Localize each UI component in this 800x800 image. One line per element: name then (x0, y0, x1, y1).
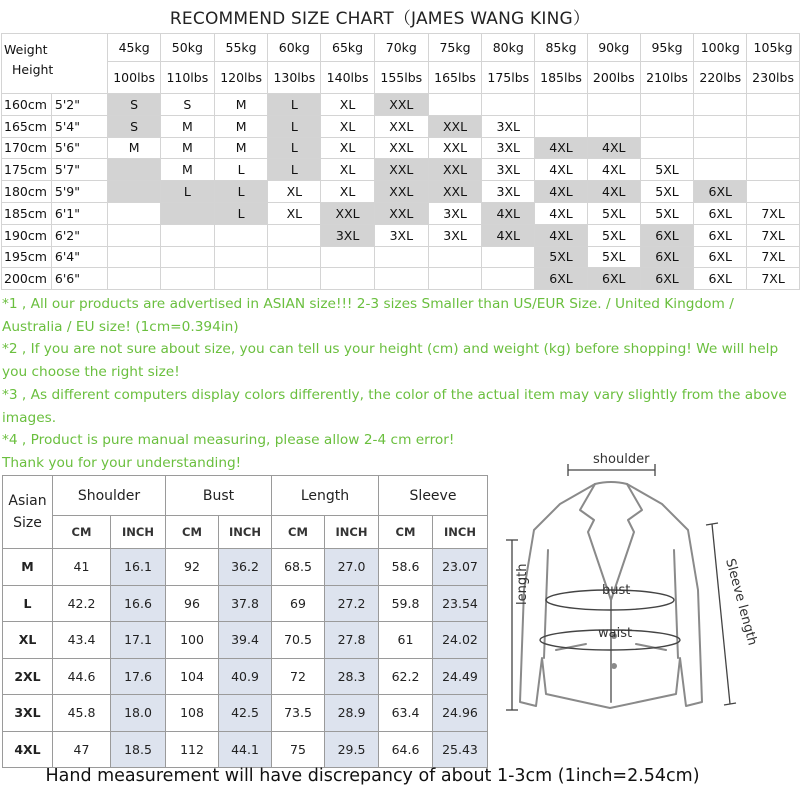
size-cell: 7XL (747, 202, 800, 224)
length-label: length (515, 563, 530, 605)
weight-kg-header: 50kg (160, 34, 214, 62)
size-cell: 4XL (587, 137, 640, 159)
shoulder-header: Shoulder (53, 476, 166, 516)
weight-lbs-header: 120lbs (214, 62, 268, 94)
cm-value: 45.8 (53, 695, 111, 732)
inch-value: 17.6 (111, 658, 166, 695)
size-cell: 3XL (321, 224, 375, 246)
size-cell (160, 246, 214, 268)
size-cell: 6XL (640, 224, 694, 246)
cm-value: 69 (272, 585, 325, 622)
size-cell: XXL (428, 181, 482, 203)
size-cell: 5XL (587, 246, 640, 268)
cm-value: 64.6 (379, 731, 433, 768)
size-cell (482, 94, 535, 116)
size-cell: S (160, 94, 214, 116)
size-cell: 6XL (694, 202, 747, 224)
note-2: *2 , If you are not sure about size, you can tell us your height (cm) and weight (kg) before shopping! We will help you choose the right size! (2, 341, 779, 381)
inch-value: 16.1 (111, 549, 166, 586)
height-cm: 185cm (2, 202, 52, 224)
cm-value: 44.6 (53, 658, 111, 695)
height-cm: 170cm (2, 137, 52, 159)
size-cell: XXL (374, 115, 428, 137)
cm-value: 47 (53, 731, 111, 768)
size-cell: S (108, 94, 161, 116)
size-cell (747, 137, 800, 159)
inch-header: INCH (325, 516, 379, 549)
height-ft: 6'4" (51, 246, 107, 268)
size-cell: L (268, 94, 321, 116)
size-cell: XXL (374, 202, 428, 224)
weight-kg-header: 100kg (694, 34, 747, 62)
size-cell (108, 202, 161, 224)
size-cell: 3XL (482, 181, 535, 203)
height-ft: 5'7" (51, 159, 107, 181)
weight-kg-header: 55kg (214, 34, 268, 62)
size-cell: 3XL (482, 137, 535, 159)
size-cell: 3XL (374, 224, 428, 246)
measure-row (3, 731, 488, 768)
size-cell: 3XL (428, 202, 482, 224)
weight-lbs-header: 110lbs (160, 62, 214, 94)
size-cell (640, 115, 694, 137)
cm-value: 104 (166, 658, 219, 695)
size-cell (482, 268, 535, 290)
size-cell (108, 181, 161, 203)
size-cell: 4XL (535, 137, 588, 159)
size-cell: S (108, 115, 161, 137)
weight-lbs-header: 165lbs (428, 62, 482, 94)
size-cell (160, 202, 214, 224)
inch-value: 23.54 (433, 585, 488, 622)
size-cell (535, 94, 588, 116)
size-label: L (3, 585, 53, 622)
size-cell (214, 246, 268, 268)
sleeve-length-label: Sleeve length (722, 557, 760, 648)
size-cell (587, 115, 640, 137)
bust-label: bust (602, 583, 631, 598)
size-cell: 4XL (482, 202, 535, 224)
size-cell: M (214, 115, 268, 137)
size-cell: XL (268, 202, 321, 224)
size-row (2, 202, 800, 224)
size-cell (694, 159, 747, 181)
jacket-diagram (500, 440, 800, 770)
inch-value: 40.9 (219, 658, 272, 695)
weight-kg-header: 95kg (640, 34, 694, 62)
size-row (2, 115, 800, 137)
measure-row (3, 622, 488, 659)
weight-kg-header: 60kg (268, 34, 321, 62)
cm-header: CM (53, 516, 111, 549)
measure-row (3, 695, 488, 732)
bust-header: Bust (166, 476, 272, 516)
size-cell (160, 268, 214, 290)
cm-value: 72 (272, 658, 325, 695)
footer-note: Hand measurement will have discrepancy of about 1-3cm (1inch=2.54cm) (45, 766, 700, 786)
size-cell (160, 224, 214, 246)
note-3: *3 , As different computers display colors differently, the color of the actual item may vary slightly from the above images. (2, 386, 787, 426)
shoulder-label: shoulder (593, 452, 650, 467)
cm-value: 96 (166, 585, 219, 622)
size-cell: 6XL (694, 224, 747, 246)
cm-value: 108 (166, 695, 219, 732)
size-cell (587, 94, 640, 116)
size-cell: XXL (374, 137, 428, 159)
height-cm: 200cm (2, 268, 52, 290)
note-1: *1 , All our products are advertised in ASIAN size!!! 2-3 sizes Smaller than US/EUR Size. / United Kingdom / Australia / EU size! (1cm=0.394in) (2, 296, 734, 335)
weight-lbs-header: 155lbs (374, 62, 428, 94)
size-cell (482, 246, 535, 268)
size-cell (321, 268, 375, 290)
size-chart-table (1, 33, 800, 290)
size-cell (108, 246, 161, 268)
height-ft: 6'1" (51, 202, 107, 224)
size-row (2, 159, 800, 181)
size-cell: XXL (428, 137, 482, 159)
size-cell (108, 224, 161, 246)
size-cell: XXL (374, 94, 428, 116)
size-cell (321, 246, 375, 268)
size-cell: L (268, 115, 321, 137)
size-cell: 6XL (640, 268, 694, 290)
size-row (2, 246, 800, 268)
size-cell: 5XL (640, 181, 694, 203)
sleeve-header: Sleeve (379, 476, 488, 516)
size-cell: 5XL (587, 224, 640, 246)
weight-kg-header: 75kg (428, 34, 482, 62)
size-cell (214, 224, 268, 246)
inch-value: 27.8 (325, 622, 379, 659)
weight-kg-header: 85kg (535, 34, 588, 62)
size-cell: 4XL (535, 159, 588, 181)
inch-value: 24.96 (433, 695, 488, 732)
size-cell: 4XL (535, 224, 588, 246)
size-cell: 7XL (747, 268, 800, 290)
size-cell: 7XL (747, 246, 800, 268)
size-cell (428, 246, 482, 268)
size-label: 3XL (3, 695, 53, 732)
height-ft: 6'2" (51, 224, 107, 246)
weight-lbs-header: 210lbs (640, 62, 694, 94)
weight-lbs-header: 220lbs (694, 62, 747, 94)
inch-value: 17.1 (111, 622, 166, 659)
size-cell (747, 115, 800, 137)
size-cell (694, 94, 747, 116)
size-cell: 7XL (747, 224, 800, 246)
cm-value: 62.2 (379, 658, 433, 695)
size-cell: 6XL (640, 246, 694, 268)
size-label: 4XL (3, 731, 53, 768)
size-cell (640, 137, 694, 159)
inch-value: 29.5 (325, 731, 379, 768)
size-cell: L (214, 159, 268, 181)
size-cell (268, 246, 321, 268)
inch-value: 24.49 (433, 658, 488, 695)
weight-kg-header: 45kg (108, 34, 161, 62)
measurement-table (2, 475, 488, 768)
size-row (2, 137, 800, 159)
size-cell (535, 115, 588, 137)
asian-size-header: Asian Size (3, 476, 53, 549)
size-cell: 4XL (587, 181, 640, 203)
cm-value: 68.5 (272, 549, 325, 586)
height-ft: 6'6" (51, 268, 107, 290)
size-cell (428, 268, 482, 290)
height-ft: 5'4" (51, 115, 107, 137)
weight-lbs-header: 130lbs (268, 62, 321, 94)
inch-value: 18.0 (111, 695, 166, 732)
size-cell: L (268, 159, 321, 181)
size-cell (428, 94, 482, 116)
inch-value: 18.5 (111, 731, 166, 768)
cm-value: 41 (53, 549, 111, 586)
size-label: 2XL (3, 658, 53, 695)
size-cell: 5XL (587, 202, 640, 224)
size-cell (694, 115, 747, 137)
size-row (2, 94, 800, 116)
inch-value: 28.9 (325, 695, 379, 732)
inch-value: 39.4 (219, 622, 272, 659)
size-cell (374, 246, 428, 268)
size-cell (747, 159, 800, 181)
size-cell: L (160, 181, 214, 203)
weight-lbs-header: 100lbs (108, 62, 161, 94)
waist-label: waist (598, 626, 633, 641)
size-cell (374, 268, 428, 290)
cm-value: 63.4 (379, 695, 433, 732)
size-cell (747, 94, 800, 116)
size-cell (640, 94, 694, 116)
size-row (2, 224, 800, 246)
size-cell: XL (321, 94, 375, 116)
cm-header: CM (166, 516, 219, 549)
size-cell (214, 268, 268, 290)
size-label: M (3, 549, 53, 586)
size-cell: L (214, 181, 268, 203)
inch-value: 23.07 (433, 549, 488, 586)
weight-kg-header: 65kg (321, 34, 375, 62)
size-cell: L (214, 202, 268, 224)
weight-lbs-header: 175lbs (482, 62, 535, 94)
size-cell: XXL (374, 159, 428, 181)
inch-value: 27.2 (325, 585, 379, 622)
size-cell: XL (321, 181, 375, 203)
cm-value: 43.4 (53, 622, 111, 659)
size-cell: 5XL (535, 246, 588, 268)
cm-value: 58.6 (379, 549, 433, 586)
length-header: Length (272, 476, 379, 516)
inch-value: 16.6 (111, 585, 166, 622)
height-cm: 160cm (2, 94, 52, 116)
size-cell: XL (268, 181, 321, 203)
size-cell: XL (321, 115, 375, 137)
height-cm: 165cm (2, 115, 52, 137)
weight-kg-header: 105kg (747, 34, 800, 62)
size-cell: M (108, 137, 161, 159)
size-cell: M (214, 94, 268, 116)
size-cell: 3XL (482, 115, 535, 137)
size-cell: 4XL (535, 202, 588, 224)
cm-value: 70.5 (272, 622, 325, 659)
size-cell: 6XL (694, 268, 747, 290)
size-cell: XL (321, 137, 375, 159)
size-cell (108, 159, 161, 181)
inch-value: 44.1 (219, 731, 272, 768)
measure-row (3, 585, 488, 622)
cm-value: 100 (166, 622, 219, 659)
height-cm: 190cm (2, 224, 52, 246)
inch-header: INCH (433, 516, 488, 549)
cm-value: 92 (166, 549, 219, 586)
cm-value: 59.8 (379, 585, 433, 622)
weight-lbs-header: 185lbs (535, 62, 588, 94)
cm-header: CM (272, 516, 325, 549)
size-cell: 5XL (640, 159, 694, 181)
size-cell: XXL (321, 202, 375, 224)
cm-value: 75 (272, 731, 325, 768)
note-thanks: Thank you for your understanding! (2, 454, 242, 471)
inch-value: 42.5 (219, 695, 272, 732)
inch-header: INCH (219, 516, 272, 549)
sleeve-measure (706, 523, 736, 705)
height-ft: 5'2" (51, 94, 107, 116)
size-cell (108, 268, 161, 290)
size-cell (747, 181, 800, 203)
size-cell: 6XL (694, 181, 747, 203)
size-cell: 4XL (587, 159, 640, 181)
cm-header: CM (379, 516, 433, 549)
size-cell (694, 137, 747, 159)
inch-value: 36.2 (219, 549, 272, 586)
size-cell: XXL (374, 181, 428, 203)
cm-value: 73.5 (272, 695, 325, 732)
size-cell: XXL (428, 159, 482, 181)
inch-value: 25.43 (433, 731, 488, 768)
inch-value: 28.3 (325, 658, 379, 695)
size-cell: L (268, 137, 321, 159)
weight-kg-header: 80kg (482, 34, 535, 62)
size-cell (268, 224, 321, 246)
size-label: XL (3, 622, 53, 659)
inch-value: 24.02 (433, 622, 488, 659)
height-ft: 5'6" (51, 137, 107, 159)
size-row (2, 268, 800, 290)
cm-value: 42.2 (53, 585, 111, 622)
size-cell: M (160, 115, 214, 137)
size-cell: 6XL (587, 268, 640, 290)
size-cell: 6XL (694, 246, 747, 268)
size-cell: 3XL (428, 224, 482, 246)
measure-row (3, 549, 488, 586)
weight-lbs-header: 140lbs (321, 62, 375, 94)
size-row (2, 181, 800, 203)
height-cm: 195cm (2, 246, 52, 268)
size-cell: XXL (428, 115, 482, 137)
size-cell: 4XL (482, 224, 535, 246)
inch-value: 27.0 (325, 549, 379, 586)
cm-value: 61 (379, 622, 433, 659)
weight-lbs-header: 200lbs (587, 62, 640, 94)
size-cell: M (214, 137, 268, 159)
size-cell: M (160, 137, 214, 159)
weight-kg-header: 90kg (587, 34, 640, 62)
chart-title: RECOMMEND SIZE CHART（JAMES WANG KING） (169, 9, 591, 29)
size-cell: 5XL (640, 202, 694, 224)
measure-row (3, 658, 488, 695)
height-cm: 180cm (2, 181, 52, 203)
size-cell: XL (321, 159, 375, 181)
button-icon (611, 663, 617, 669)
weight-kg-header: 70kg (374, 34, 428, 62)
size-cell: 6XL (535, 268, 588, 290)
size-cell: 3XL (482, 159, 535, 181)
size-cell: 4XL (535, 181, 588, 203)
height-cm: 175cm (2, 159, 52, 181)
weight-lbs-header: 230lbs (747, 62, 800, 94)
size-cell: M (160, 159, 214, 181)
weight-height-corner: Weight Height (2, 34, 108, 94)
inch-value: 37.8 (219, 585, 272, 622)
inch-header: INCH (111, 516, 166, 549)
note-4: *4 , Product is pure manual measuring, please allow 2-4 cm error! (2, 432, 455, 449)
height-ft: 5'9" (51, 181, 107, 203)
cm-value: 112 (166, 731, 219, 768)
size-cell (268, 268, 321, 290)
